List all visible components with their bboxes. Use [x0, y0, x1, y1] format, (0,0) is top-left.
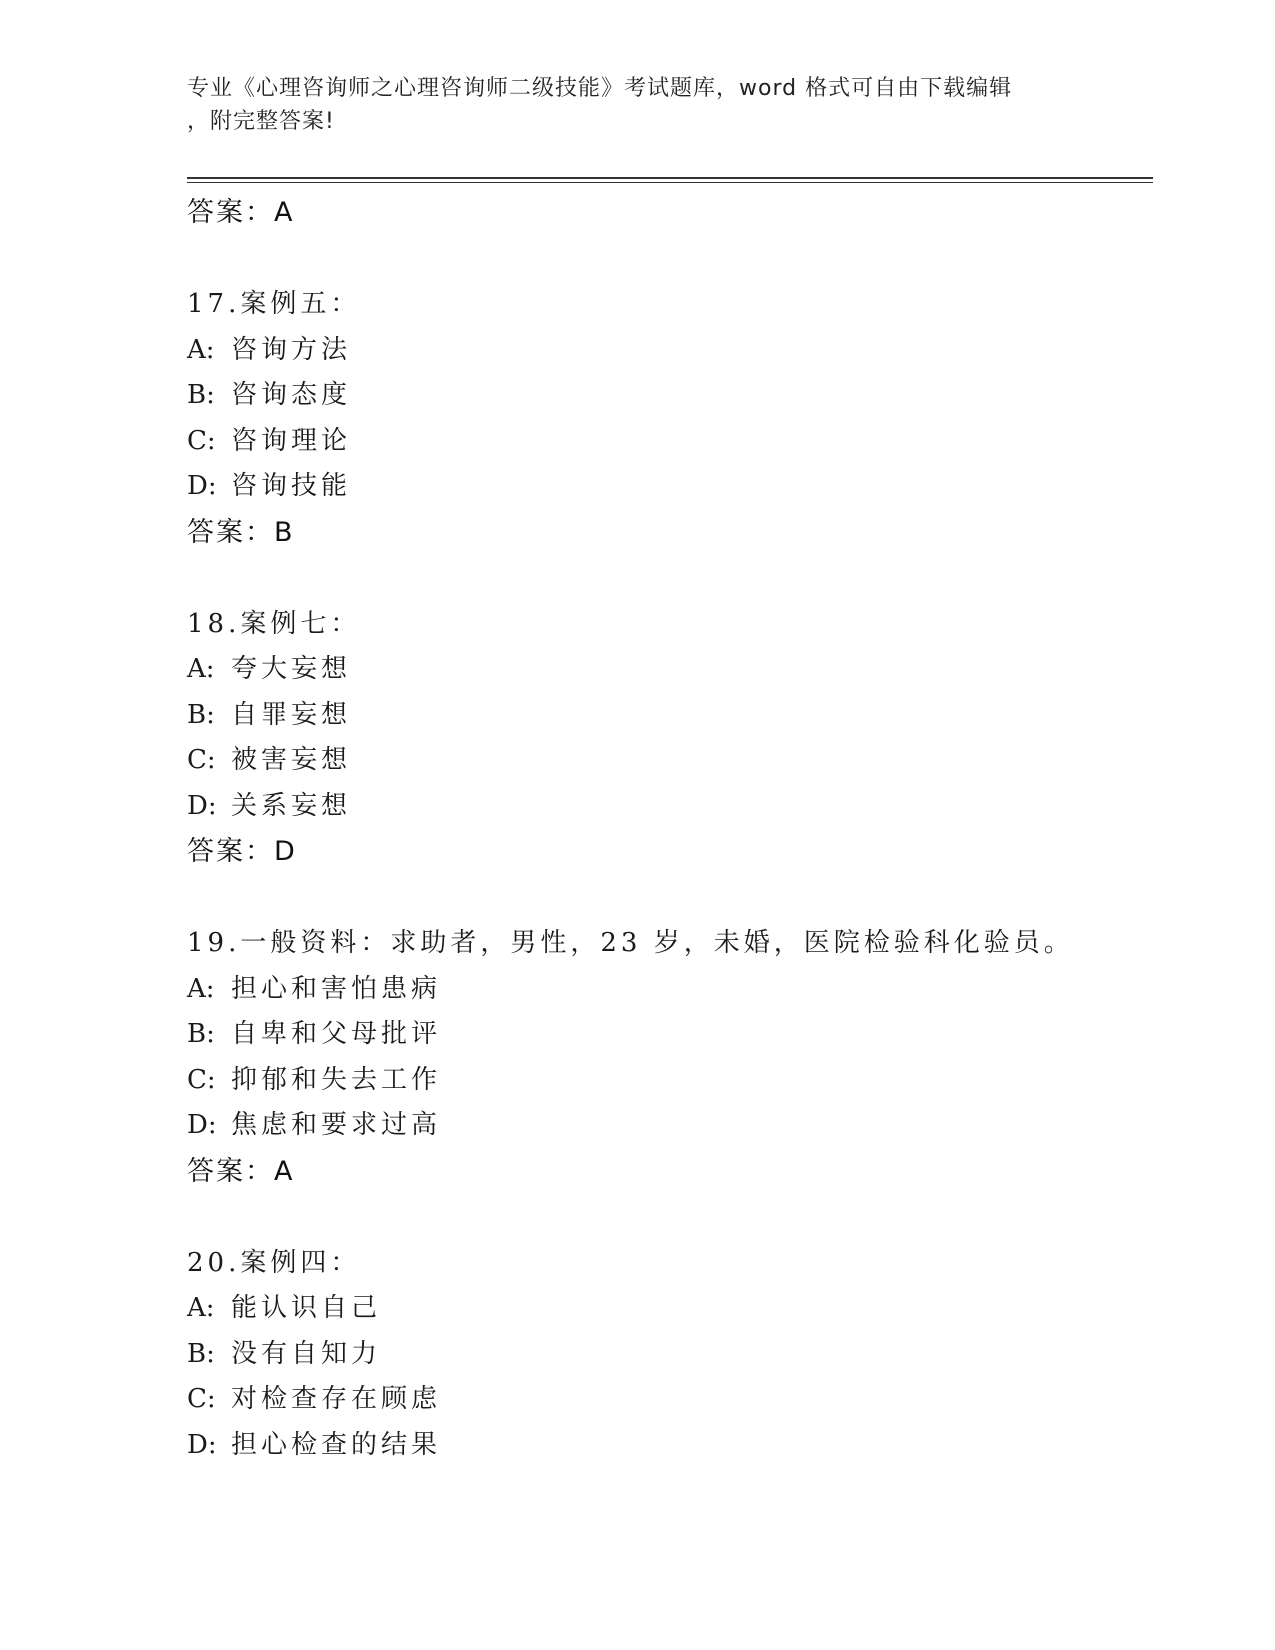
- option-b: [187, 693, 1153, 739]
- option-text: 咨询技能: [231, 471, 352, 501]
- answer-18: 答案：D: [187, 836, 297, 867]
- option-c: [187, 1377, 1153, 1423]
- option-a: [187, 967, 1153, 1013]
- option-text: 被害妄想: [231, 745, 352, 775]
- option-c: [187, 738, 1153, 784]
- answer-19: 答案：A: [187, 1155, 295, 1187]
- question-block-20: [187, 1241, 1153, 1469]
- option-letter: D:: [187, 790, 217, 821]
- option-text: 担心和害怕患病: [231, 973, 442, 1004]
- option-letter: C:: [187, 425, 216, 456]
- option-letter: C:: [187, 1384, 216, 1414]
- spacer: [187, 1194, 1153, 1241]
- option-text: 咨询态度: [231, 380, 352, 410]
- option-c: [187, 1058, 1153, 1104]
- option-a: [187, 328, 1153, 374]
- option-b: [187, 1012, 1153, 1058]
- document-header: [187, 72, 1087, 138]
- option-letter: C:: [187, 1064, 216, 1095]
- option-c: [187, 419, 1153, 465]
- option-text: 自罪妄想: [231, 699, 352, 730]
- option-letter: A:: [187, 1293, 215, 1323]
- question-stem: 20.案例四：: [187, 1247, 361, 1278]
- option-text: 对检查存在顾虑: [231, 1384, 442, 1414]
- header-line-1: 专业《心理咨询师之心理咨询师二级技能》考试题库，word 格式可自由下载编辑: [187, 76, 1013, 101]
- option-text: 没有自知力: [231, 1338, 382, 1369]
- option-text: 夸大妄想: [231, 654, 352, 684]
- question-stem: 17.案例五：: [187, 289, 361, 319]
- question-block-19: [187, 921, 1153, 1194]
- option-a: [187, 647, 1153, 693]
- option-d: [187, 464, 1153, 510]
- option-letter: B:: [187, 699, 215, 730]
- option-d: [187, 784, 1153, 830]
- spacer: [187, 235, 1153, 282]
- option-b: [187, 373, 1153, 419]
- header-line-2: ，附完整答案!: [187, 109, 335, 134]
- option-d: [187, 1423, 1153, 1469]
- option-letter: C:: [187, 745, 216, 775]
- option-text: 能认识自己: [231, 1293, 382, 1323]
- option-text: 担心检查的结果: [231, 1429, 442, 1460]
- answer-17: 答案：B: [187, 516, 295, 548]
- option-text: 自卑和父母批评: [231, 1019, 442, 1049]
- option-letter: D:: [187, 1429, 217, 1460]
- question-block-17: [187, 282, 1153, 555]
- option-text: 咨询理论: [231, 425, 352, 456]
- option-d: [187, 1103, 1153, 1149]
- question-list: [187, 190, 1153, 1468]
- answer-16: 答案：A: [187, 197, 295, 228]
- spacer: [187, 874, 1153, 921]
- option-text: 抑郁和失去工作: [231, 1064, 442, 1095]
- question-stem: 19.一般资料：求助者，男性，23 岁，未婚，医院检验科化验员。: [187, 928, 1074, 958]
- option-letter: A:: [187, 973, 215, 1004]
- option-text: 焦虑和要求过高: [231, 1110, 442, 1140]
- spacer: [187, 555, 1153, 602]
- header-divider-thin: [187, 182, 1153, 183]
- option-b: [187, 1332, 1153, 1378]
- option-letter: D:: [187, 1110, 217, 1140]
- option-letter: A:: [187, 654, 215, 684]
- option-letter: B:: [187, 1338, 215, 1369]
- option-letter: B:: [187, 1019, 215, 1049]
- option-text: 关系妄想: [231, 790, 352, 821]
- option-a: [187, 1286, 1153, 1332]
- option-letter: A:: [187, 334, 215, 365]
- question-block-18: [187, 602, 1153, 875]
- option-letter: B:: [187, 380, 215, 410]
- question-stem: 18.案例七：: [187, 608, 361, 639]
- header-divider-thick: [187, 177, 1153, 179]
- option-letter: D:: [187, 471, 217, 501]
- option-text: 咨询方法: [231, 334, 352, 365]
